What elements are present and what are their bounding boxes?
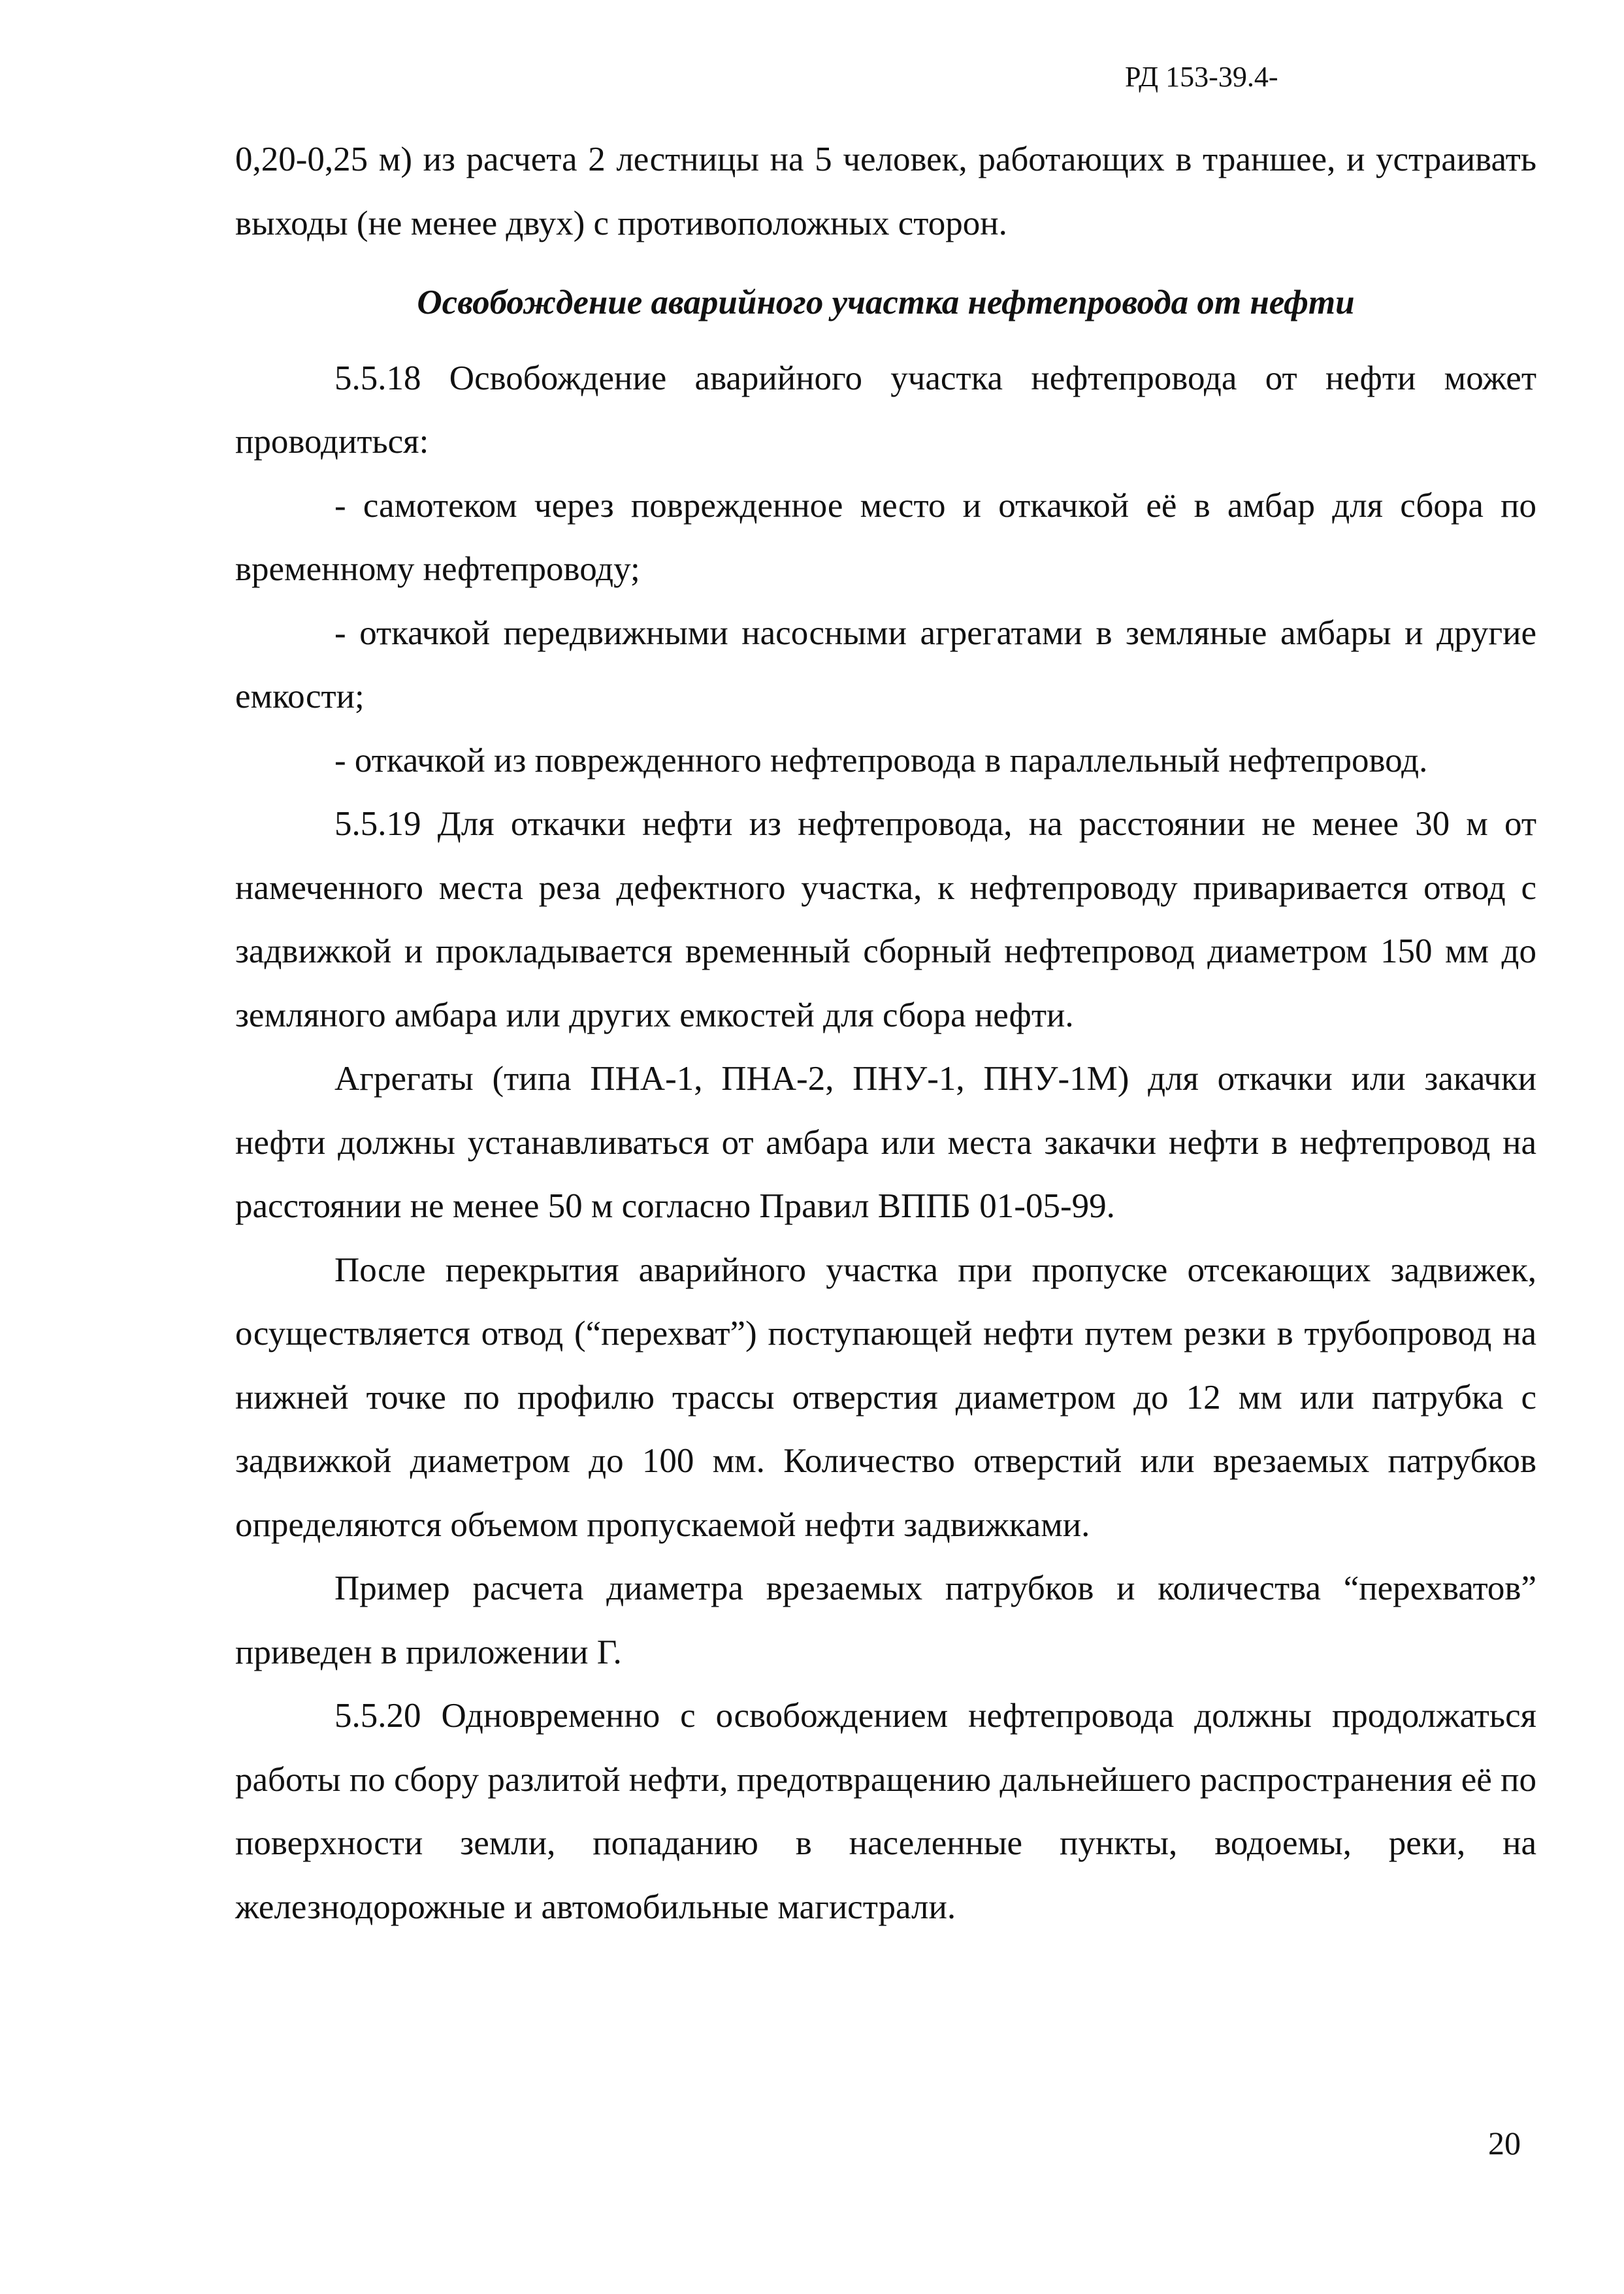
paragraph-calculation-example: Пример расчета диаметра врезаемых патрубков и количества “перехватов” приведен в приложении Г. bbox=[235, 1569, 1536, 1671]
paragraph-5-5-18: 5.5.18 Освобождение аварийного участка нефтепровода от нефти может проводиться: bbox=[235, 359, 1536, 461]
list-item-parallel-pipeline: - откачкой из поврежденного нефтепровода в параллельный нефтепровод. bbox=[334, 741, 1428, 779]
paragraph-aggregates: Агрегаты (типа ПНА-1, ПНА-2, ПНУ-1, ПНУ-1М) для откачки или закачки нефти должны устанавливаться от амбара или места закачки нефти в нефтепровод на расстоянии не менее 50 м согласно Правил ВППБ 01-05-99. bbox=[235, 1060, 1536, 1225]
paragraph-5-5-20: 5.5.20 Одновременно с освобождением нефтепровода должны продолжаться работы по сбору разлитой нефти, предотвращению дальнейшего распространения её по поверхности земли, попаданию в населенные пункты, водоемы, реки, на железнодорожные и автомобильные магистрали. bbox=[235, 1697, 1536, 1926]
paragraph-5-5-19: 5.5.19 Для откачки нефти из нефтепровода, на расстоянии не менее 30 м от намеченного места реза дефектного участка, к нефтепроводу приваривается отвод с задвижкой и прокладывается временный сборный нефтепровод диаметром 150 мм до земляного амбара или других емкостей для сбора нефти. bbox=[235, 805, 1536, 1034]
list-item-self-flow: - самотеком через поврежденное место и откачкой её в амбар для сбора по временному нефтепроводу; bbox=[235, 486, 1536, 588]
list-item-mobile-pumps: - откачкой передвижными насосными агрегатами в земляные амбары и другие емкости; bbox=[235, 614, 1536, 715]
section-heading: Освобождение аварийного участка нефтепровода от нефти bbox=[417, 284, 1355, 321]
paragraph-continuation: 0,20-0,25 м) из расчета 2 лестницы на 5 человек, работающих в траншее, и устраивать выходы (не менее двух) с противоположных сторон. bbox=[235, 140, 1536, 242]
page-number: 20 bbox=[1488, 2125, 1521, 2161]
paragraph-interception: После перекрытия аварийного участка при пропуске отсекающих задвижек, осуществляется отвод (“перехват”) поступающей нефти путем резки в трубопровод на нижней точке по профилю трассы отверстия диаметром до 12 мм или патрубка с задвижкой диаметром до 100 мм. Количество отверстий или врезаемых патрубков определяются объемом пропускаемой нефти задвижками. bbox=[235, 1251, 1536, 1544]
document-code: РД 153-39.4- bbox=[1125, 61, 1278, 93]
document-body bbox=[235, 128, 1536, 1939]
